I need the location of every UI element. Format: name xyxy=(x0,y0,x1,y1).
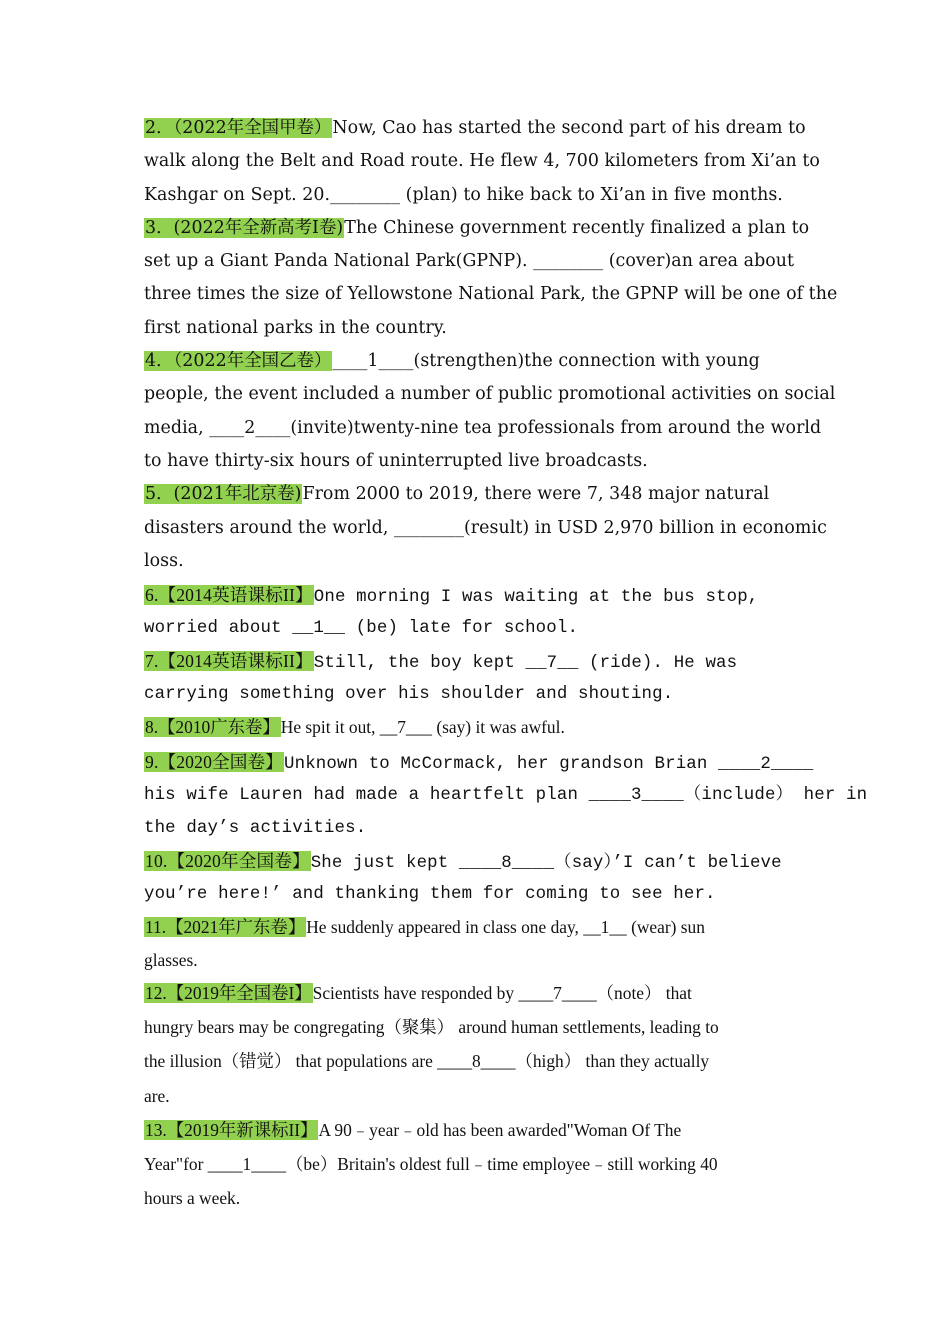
line-text: worried about __1__ (be) late for school. xyxy=(144,619,579,639)
line xyxy=(144,911,810,944)
source-tag-highlight: 6.【2014英语课标II】 xyxy=(145,585,313,606)
source-tag-highlight: 11.【2021年广东卷】 xyxy=(145,916,306,937)
question-13 xyxy=(144,1114,810,1216)
line xyxy=(144,112,810,145)
line-text: media, ____2____(invite)twenty-nine tea professionals from around the world xyxy=(144,417,822,438)
line-text: hungry bears may be congregating（聚集） around human settlements, leading to xyxy=(144,1017,719,1038)
source-tag-highlight: 2．（2022年全国甲卷） xyxy=(145,118,332,138)
line-text: He suddenly appeared in class one day, __1__ (wear) sun xyxy=(306,916,705,937)
line-text: the day’s activities. xyxy=(144,818,367,838)
line-text: The Chinese government recently finalized a plan to xyxy=(344,217,810,238)
line-text: ____1____(strengthen)the connection with young xyxy=(332,351,760,372)
question-12 xyxy=(144,977,810,1113)
source-tag-highlight: 8.【2010广东卷】 xyxy=(145,717,280,738)
line xyxy=(144,845,810,878)
question-10 xyxy=(144,845,810,911)
question-7 xyxy=(144,645,810,711)
line xyxy=(144,645,810,678)
line-text: you’re here!’ and thanking them for coming to see her. xyxy=(144,884,716,904)
question-8 xyxy=(144,711,810,746)
line-text: Kashgar on Sept. 20.________ (plan) to hike back to Xi’an in five months. xyxy=(144,184,783,205)
line-text: the illusion（错觉） that populations are ____8____（high） than they actually xyxy=(144,1051,710,1072)
line-text: carrying something over his shoulder and shouting. xyxy=(144,685,674,705)
line-text: his wife Lauren had made a heartfelt plan ____3____（include） her in xyxy=(144,785,868,805)
question-9 xyxy=(144,746,868,845)
source-tag-highlight: 5．(2021年北京卷) xyxy=(145,484,302,505)
line-text: to have thirty-six hours of uninterrupted live broadcasts. xyxy=(144,450,648,471)
line-text: Year"for ____1____（be）Britain's oldest full﹣time employee﹣still working 40 xyxy=(144,1153,718,1174)
line-text: walk along the Belt and Road route. He flew 4, 700 kilometers from Xi’an to xyxy=(144,151,820,172)
line-text: Scientists have responded by ____7____（note） that xyxy=(312,983,692,1004)
line-text: From 2000 to 2019, there were 7, 348 major natural xyxy=(302,484,770,505)
line xyxy=(144,579,810,612)
line-text: are. xyxy=(144,1085,170,1106)
question-4 xyxy=(144,345,836,478)
line-text: loss. xyxy=(144,551,184,572)
question-6 xyxy=(144,579,810,645)
line-text: She just kept ____8____（say）’I can’t believe xyxy=(310,853,782,873)
line-text: people, the event included a number of public promotional activities on social xyxy=(144,384,836,405)
line xyxy=(144,212,810,245)
line-text: A 90﹣year﹣old has been awarded"Woman Of The xyxy=(318,1119,682,1140)
line-text: glasses. xyxy=(144,949,198,970)
line-text: He spit it out, __7___ (say) it was awful. xyxy=(280,717,565,738)
line-text: One morning I was waiting at the bus stop, xyxy=(313,588,759,608)
line xyxy=(144,977,810,1011)
line xyxy=(144,345,810,378)
line xyxy=(144,1114,810,1148)
source-tag-highlight: 10.【2020年全国卷】 xyxy=(145,850,310,871)
question-3 xyxy=(144,212,838,345)
line-text: first national parks in the country. xyxy=(144,317,447,338)
line xyxy=(144,711,810,746)
question-11 xyxy=(144,911,810,978)
line-text: Unknown to McCormack, her grandson Brian ____2____ xyxy=(284,754,814,774)
question-5 xyxy=(144,478,827,579)
question-2 xyxy=(144,112,820,212)
line xyxy=(144,746,814,779)
source-tag-highlight: 12.【2019年全国卷I】 xyxy=(145,983,312,1004)
line-text: Now, Cao has started the second part of his dream to xyxy=(332,118,806,138)
source-tag-highlight: 13.【2019年新课标II】 xyxy=(145,1119,318,1140)
line-text: set up a Giant Panda National Park(GPNP). ________ (cover)an area about xyxy=(144,251,795,272)
document-page xyxy=(144,112,868,1216)
source-tag-highlight: 7.【2014英语课标II】 xyxy=(145,651,313,672)
line-text: Still, the boy kept __7__ (ride). He was xyxy=(313,654,738,674)
line-text: disasters around the world, ________(result) in USD 2,970 billion in economic xyxy=(144,517,827,538)
line xyxy=(144,478,810,512)
line-text: three times the size of Yellowstone National Park, the GPNP will be one of the xyxy=(144,284,838,305)
line-text: hours a week. xyxy=(144,1187,241,1208)
source-tag-highlight: 3．(2022年全新高考I卷) xyxy=(145,217,344,238)
source-tag-highlight: 9.【2020全国卷】 xyxy=(145,751,284,772)
source-tag-highlight: 4．（2022年全国乙卷） xyxy=(145,351,332,372)
